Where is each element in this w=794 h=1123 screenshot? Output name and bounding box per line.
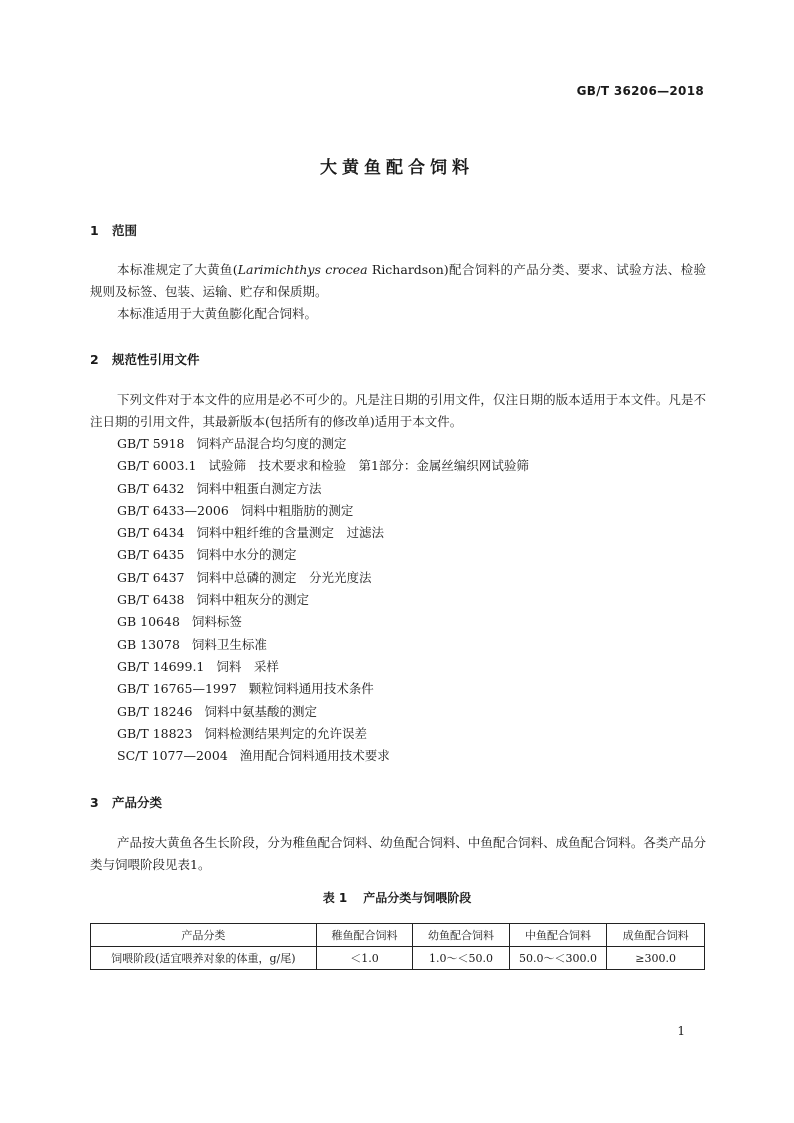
section-title: 产品分类 xyxy=(112,795,163,810)
table-caption xyxy=(0,889,794,906)
reference-item xyxy=(117,701,529,723)
reference-item xyxy=(117,544,529,566)
table-cell: ＜1.0 xyxy=(316,947,413,970)
reference-code: GB/T 6433—2006 xyxy=(117,502,229,518)
reference-item xyxy=(117,745,529,767)
reference-code: GB/T 6434 xyxy=(117,525,185,541)
reference-item xyxy=(117,678,529,700)
reference-item xyxy=(117,433,529,455)
reference-item xyxy=(117,589,529,611)
table-header-row xyxy=(91,924,705,947)
reference-code: GB/T 6003.1 xyxy=(117,458,197,474)
reference-code: GB 10648 xyxy=(117,614,180,630)
reference-title: 饲料中总磷的测定 分光光度法 xyxy=(196,569,372,585)
reference-title: 饲料中粗蛋白测定方法 xyxy=(196,480,322,496)
reference-title: 饲料中粗灰分的测定 xyxy=(196,592,310,608)
reference-code: GB/T 16765—1997 xyxy=(117,681,237,697)
section-title: 范围 xyxy=(112,223,138,238)
reference-code: GB/T 6432 xyxy=(117,480,185,496)
classification-paragraph: 产品按大黄鱼各生长阶段，分为稚鱼配合饲料、幼鱼配合饲料、中鱼配合饲料、成鱼配合饲料。各类产品分类与饲喂阶段见表1。 xyxy=(90,835,706,872)
reference-item xyxy=(117,611,529,633)
reference-title: 颗粒饲料通用技术条件 xyxy=(248,681,374,697)
reference-title: 饲料中氨基酸的测定 xyxy=(204,703,317,719)
standard-code: GB/T 36206—2018 xyxy=(576,84,704,98)
reference-item xyxy=(117,634,529,656)
section-number: 3 xyxy=(90,795,99,810)
scope-text-b: Richardson)配合饲料的产品分类、要求、试验方法、检验规则及标签、包装、运输、贮存和保质期。 xyxy=(90,262,706,299)
reference-title: 渔用配合饲料通用技术要求 xyxy=(239,748,390,764)
table-header-cell: 幼鱼配合饲料 xyxy=(413,924,510,947)
section-3-heading xyxy=(90,793,162,811)
section-2-heading xyxy=(90,350,200,368)
reference-code: GB/T 6438 xyxy=(117,592,185,608)
reference-code: GB/T 18823 xyxy=(117,725,193,741)
table-header-cell: 中鱼配合饲料 xyxy=(509,924,607,947)
reference-code: GB/T 14699.1 xyxy=(117,658,205,674)
classification-table xyxy=(90,923,705,970)
table-cell: 饲喂阶段(适宜喂养对象的体重，g/尾) xyxy=(91,947,317,970)
section-number: 2 xyxy=(90,352,99,367)
reference-code: GB/T 5918 xyxy=(117,436,185,451)
table-row xyxy=(91,947,705,970)
table-cell: 1.0～＜50.0 xyxy=(413,947,510,970)
reference-title: 饲料 采样 xyxy=(216,658,279,674)
reference-list xyxy=(117,433,529,767)
table-caption-text: 产品分类与饲喂阶段 xyxy=(363,891,472,905)
reference-title: 饲料中粗纤维的含量测定 过滤法 xyxy=(196,525,385,541)
reference-title: 饲料检测结果判定的允许误差 xyxy=(204,725,367,741)
table-header-cell: 成鱼配合饲料 xyxy=(607,924,705,947)
table-header-cell: 稚鱼配合饲料 xyxy=(316,924,413,947)
reference-item xyxy=(117,522,529,544)
scope-paragraph-2: 本标准适用于大黄鱼膨化配合饲料。 xyxy=(117,306,318,321)
reference-code: GB/T 6437 xyxy=(117,569,185,585)
references-intro: 下列文件对于本文件的应用是必不可少的。凡是注日期的引用文件，仅注日期的版本适用于本文件。凡是不注日期的引用文件，其最新版本(包括所有的修改单)适用于本文件。 xyxy=(90,392,706,429)
table-cell: 50.0～＜300.0 xyxy=(509,947,607,970)
table-header-cell: 产品分类 xyxy=(91,924,317,947)
reference-title: 试验筛 技术要求和检验 第1部分：金属丝编织网试验筛 xyxy=(208,458,529,474)
reference-code: GB 13078 xyxy=(117,636,180,652)
latin-name: Larimichthys crocea xyxy=(237,262,368,277)
page-number: 1 xyxy=(677,1024,685,1038)
reference-title: 饲料标签 xyxy=(191,614,242,630)
reference-code: GB/T 6435 xyxy=(117,547,185,563)
reference-item xyxy=(117,723,529,745)
reference-code: GB/T 18246 xyxy=(117,703,193,719)
section-title: 规范性引用文件 xyxy=(112,352,200,367)
reference-title: 饲料卫生标准 xyxy=(191,636,267,652)
section-1-heading xyxy=(90,221,137,239)
reference-item xyxy=(117,455,529,477)
reference-item xyxy=(117,567,529,589)
reference-title: 饲料产品混合均匀度的测定 xyxy=(196,436,347,451)
scope-paragraph xyxy=(90,259,706,303)
reference-item xyxy=(117,478,529,500)
reference-code: SC/T 1077—2004 xyxy=(117,748,228,764)
document-title: 大黄鱼配合饲料 xyxy=(320,158,474,178)
reference-title: 饲料中水分的测定 xyxy=(196,547,297,563)
reference-title: 饲料中粗脂肪的测定 xyxy=(240,502,354,518)
reference-item xyxy=(117,656,529,678)
table-caption-label: 表 1 xyxy=(322,891,348,905)
reference-item xyxy=(117,500,529,522)
table-cell: ≥300.0 xyxy=(607,947,705,970)
scope-text-a: 本标准规定了大黄鱼( xyxy=(117,262,238,277)
section-number: 1 xyxy=(90,223,99,238)
